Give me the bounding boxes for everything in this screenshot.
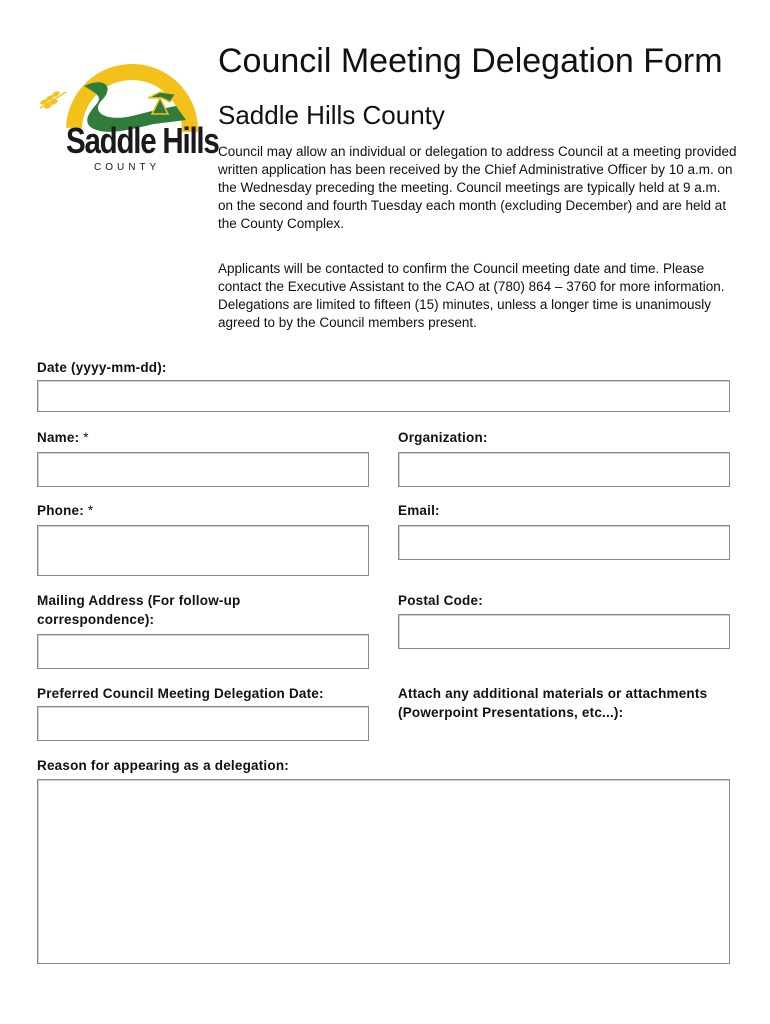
reason-textarea[interactable] [37,779,730,964]
reason-label: Reason for appearing as a delegation: [37,758,289,773]
attachments-label: Attach any additional materials or attachments (Powerpoint Presentations, etc...): [398,686,708,720]
required-mark: * [83,430,89,445]
phone-label: Phone: * [37,503,94,518]
name-input[interactable] [37,452,369,487]
phone-input[interactable] [37,525,369,576]
date-input[interactable] [37,380,730,412]
intro-paragraph-2: Applicants will be contacted to confirm the Council meeting date and time. Please contact the Executive Assistant to the CAO at (780) 864 – 3760 for more information. Delegations are limited to fifteen (15) minutes, unless a longer time is unanimously agreed to by the Council members present. [218,261,725,330]
logo-wordmark: Saddle Hills [66,120,219,161]
intro-paragraph-1: Council may allow an individual or delegation to address Council at a meeting provided written application has been received by the Chief Administrative Officer by 10 a.m. on the Wednesday preceding the meeting. Council meetings are typically held at 9 a.m. on the second and fourth Tuesday each month (excluding December) and are held at the County Complex. [218,144,737,231]
mailing-address-input[interactable] [37,634,369,669]
postal-code-input[interactable] [398,614,730,649]
date-label: Date (yyyy-mm-dd): [37,360,167,375]
organization-input[interactable] [398,452,730,487]
wheat-icon [39,90,66,109]
page-title: Council Meeting Delegation Form [218,42,723,80]
name-label: Name: * [37,430,89,445]
mailing-address-label: Mailing Address (For follow-up correspondence): [37,593,241,627]
organization-label: Organization: [398,430,488,445]
page-subtitle: Saddle Hills County [218,100,445,130]
preferred-date-label: Preferred Council Meeting Delegation Date: [37,686,324,701]
postal-code-label: Postal Code: [398,593,483,608]
required-mark: * [87,503,94,518]
email-input[interactable] [398,525,730,560]
preferred-date-input[interactable] [37,706,369,741]
email-label: Email: [398,503,440,518]
logo-subtext: COUNTY [94,162,161,173]
